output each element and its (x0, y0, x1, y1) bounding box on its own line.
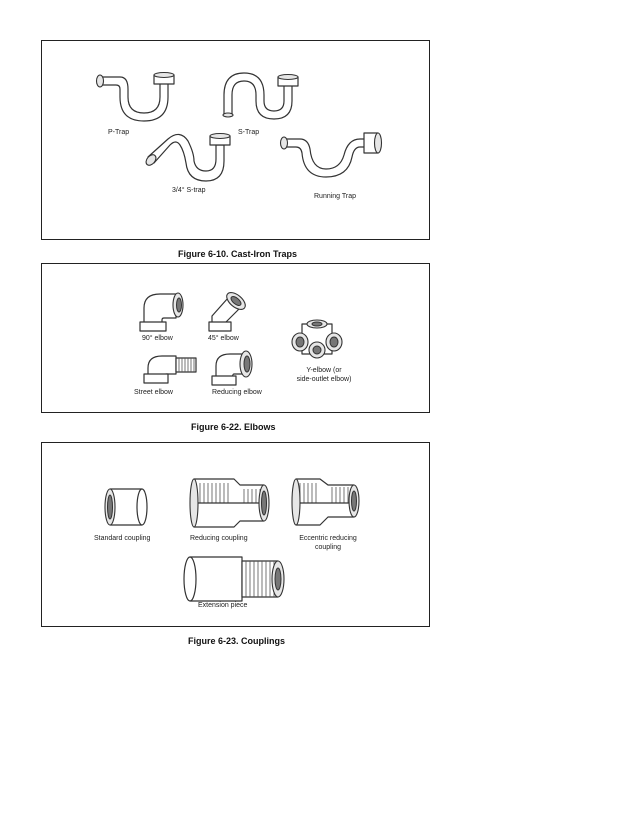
y-elbow-label-line2: side-outlet elbow) (296, 376, 352, 383)
traps-panel (41, 40, 430, 240)
eccentric-reducing-coupling-label-line2: coupling (314, 544, 342, 551)
s-trap-label: S-Trap (238, 129, 260, 136)
y-elbow-label-line1: Y-elbow (or (306, 367, 342, 374)
y-elbow-illustration (288, 314, 348, 364)
reducing-coupling-label: Reducing coupling (190, 535, 248, 542)
p-trap-label: P-Trap (108, 129, 130, 136)
running-trap-illustration (274, 129, 394, 189)
reducing-elbow-label: Reducing elbow (212, 389, 262, 396)
p-trap-illustration (92, 67, 182, 127)
elbow-45-label: 45° elbow (208, 335, 239, 342)
standard-coupling-illustration (102, 483, 152, 533)
elbow-45-illustration (206, 288, 256, 334)
figure-6-22-caption: Figure 6-22. Elbows (191, 422, 276, 432)
elbows-panel (41, 263, 430, 413)
extension-piece-label: Extension piece (198, 602, 248, 609)
eccentric-reducing-coupling-label-line1: Eccentric reducing (299, 535, 357, 542)
elbow-90-illustration (136, 288, 196, 334)
eccentric-reducing-coupling-illustration (290, 473, 370, 533)
reducing-coupling-illustration (188, 473, 278, 533)
figure-6-23-caption: Figure 6-23. Couplings (188, 636, 286, 646)
three-quarter-s-trap-label: 3/4° S-trap (172, 187, 206, 194)
elbow-90-label: 90° elbow (142, 335, 173, 342)
street-elbow-label: Street elbow (134, 389, 173, 396)
figure-6-10-caption: Figure 6-10. Cast-Iron Traps (178, 249, 298, 259)
three-quarter-s-trap-illustration (138, 127, 238, 187)
reducing-elbow-illustration (208, 344, 268, 388)
extension-piece-illustration (180, 551, 290, 607)
street-elbow-illustration (138, 346, 208, 386)
standard-coupling-label: Standard coupling (94, 535, 151, 542)
couplings-panel (41, 442, 430, 627)
running-trap-label: Running Trap (314, 193, 357, 200)
s-trap-illustration (216, 67, 316, 127)
